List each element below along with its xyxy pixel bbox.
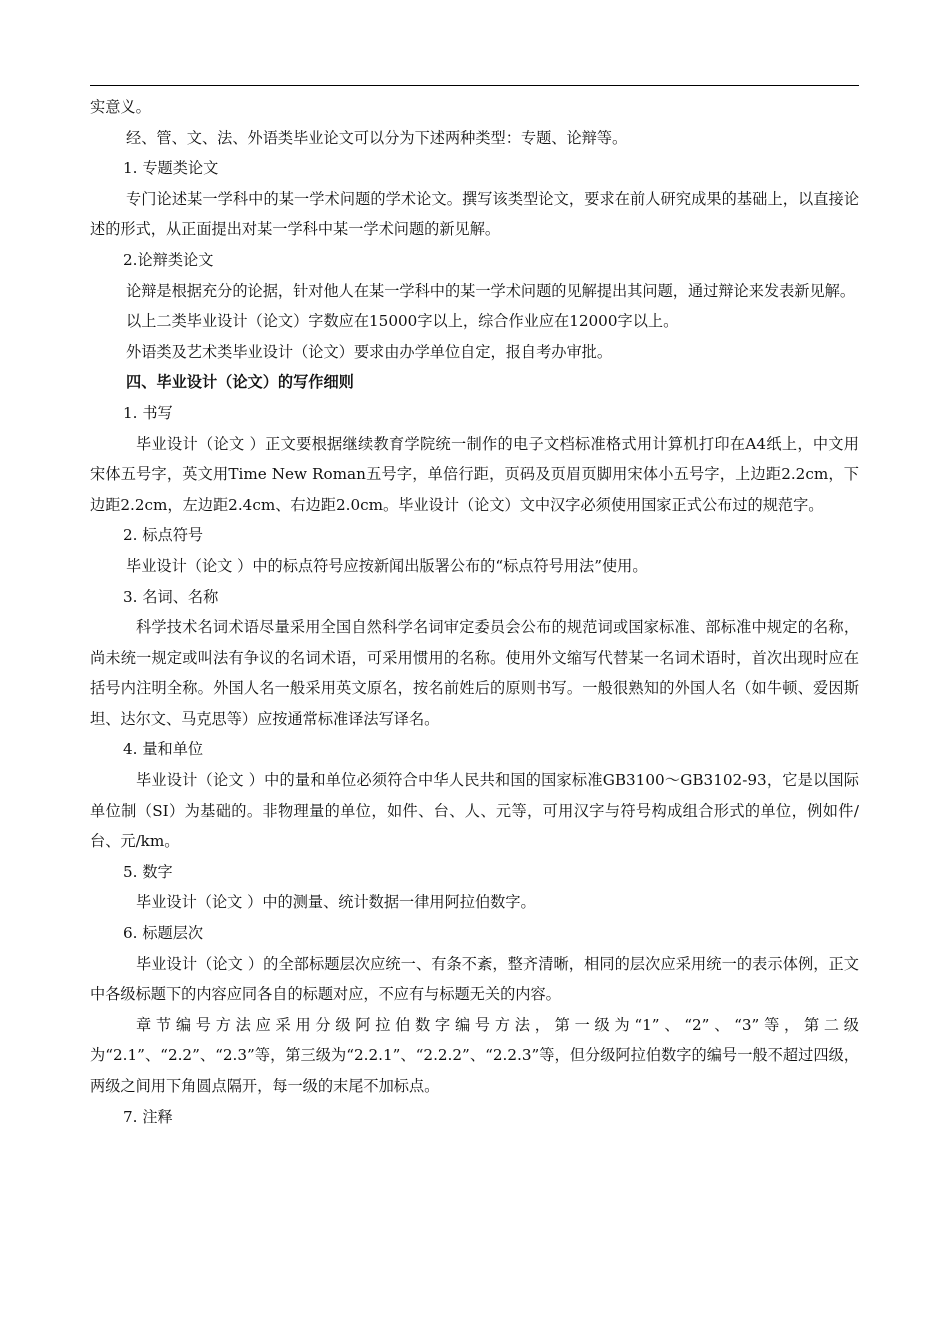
paragraph-numbers: 毕业设计（论文 ）中的测量、统计数据一律用阿拉伯数字。 [136,893,536,912]
paragraph-topic-thesis: 专门论述某一学科中的某一学术问题的学术论文。撰写该类型论文，要求在前人研究成果的基础上，以直接论述的形式，从正面提出对某一学科中某一学术问题的新见解。 [90,189,859,239]
document-body [90,92,859,1132]
subheading-numbers: 5. 数字 [123,862,173,881]
subheading-terms: 3. 名词、名称 [123,587,219,606]
subheading-units: 4. 量和单位 [123,740,204,759]
paragraph-continuation: 实意义。 [90,98,151,116]
subheading-heading-levels: 6. 标题层次 [123,924,204,943]
paragraph-word-count: 以上二类毕业设计（论文）字数应在15000字以上，综合作业应在12000字以上。 [126,312,679,331]
paragraph-units: 毕业设计（论文 ）中的量和单位必须符合中华人民共和国的国家标准GB3100～GB3102-93，它是以国际单位制（SI）为基础的。非物理量的单位，如件、台、人、元等，可用汉字与符号构成组合形式的单位，例如件/台、元/km。 [90,771,859,851]
paragraph-argument-thesis: 论辩是根据充分的论据，针对他人在某一学科中的某一学术问题的见解提出其问题，通过辩论来发表新见解。 [126,281,855,300]
subheading-topic-thesis: 1. 专题类论文 [123,159,219,178]
subheading-argument-thesis: 2.论辩类论文 [123,250,214,269]
paragraph-thesis-types: 经、管、文、法、外语类毕业论文可以分为下述两种类型：专题、论辩等。 [126,128,628,147]
subheading-notes: 7. 注释 [123,1107,173,1126]
header-rule [90,85,859,86]
subheading-punctuation: 2. 标点符号 [123,526,204,545]
subheading-writing: 1. 书写 [123,403,173,422]
paragraph-punctuation: 毕业设计（论文 ）中的标点符号应按新闻出版署公布的“标点符号用法”使用。 [126,556,648,575]
paragraph-writing: 毕业设计（论文 ）正文要根据继续教育学院统一制作的电子文档标准格式用计算机打印在A4纸上，中文用宋体五号字，英文用Time New Roman五号字，单倍行距，页码及页眉页脚用宋体小五号字，上边距2.2cm，下边距2.2cm，左边距2.4cm、右边距2.0cm。毕业设计（论文）文中汉字必须使用国家正式公布过的规范字。 [90,434,859,514]
paragraph-chapter-numbering: 章节编号方法应采用分级阿拉伯数字编号方法，第一级为“1”、“2”、“3”等，第二级为“2.1”、“2.2”、“2.3”等，第三级为“2.2.1”、“2.2.2”、“2.2.3”等，但分级阿拉伯数字的编号一般不超过四级，两级之间用下角圆点隔开，每一级的末尾不加标点。 [90,1015,859,1095]
section-heading-writing-rules: 四、毕业设计（论文）的写作细则 [126,373,354,392]
paragraph-terms: 科学技术名词术语尽量采用全国自然科学名词审定委员会公布的规范词或国家标准、部标准中规定的名称，尚未统一规定或叫法有争议的名词术语，可采用惯用的名称。使用外文缩写代替某一名词术语时，首次出现时应在括号内注明全称。外国人名一般采用英文原名，按名前姓后的原则书写。一般很熟知的外国人名（如牛顿、爱因斯坦、达尔文、马克思等）应按通常标准译法写译名。 [90,618,859,728]
paragraph-language-art: 外语类及艺术类毕业设计（论文）要求由办学单位自定，报自考办审批。 [126,342,612,361]
paragraph-heading-levels: 毕业设计（论文 ）的全部标题层次应统一、有条不紊，整齐清晰，相同的层次应采用统一的表示体例，正文中各级标题下的内容应同各自的标题对应，不应有与标题无关的内容。 [90,954,859,1004]
